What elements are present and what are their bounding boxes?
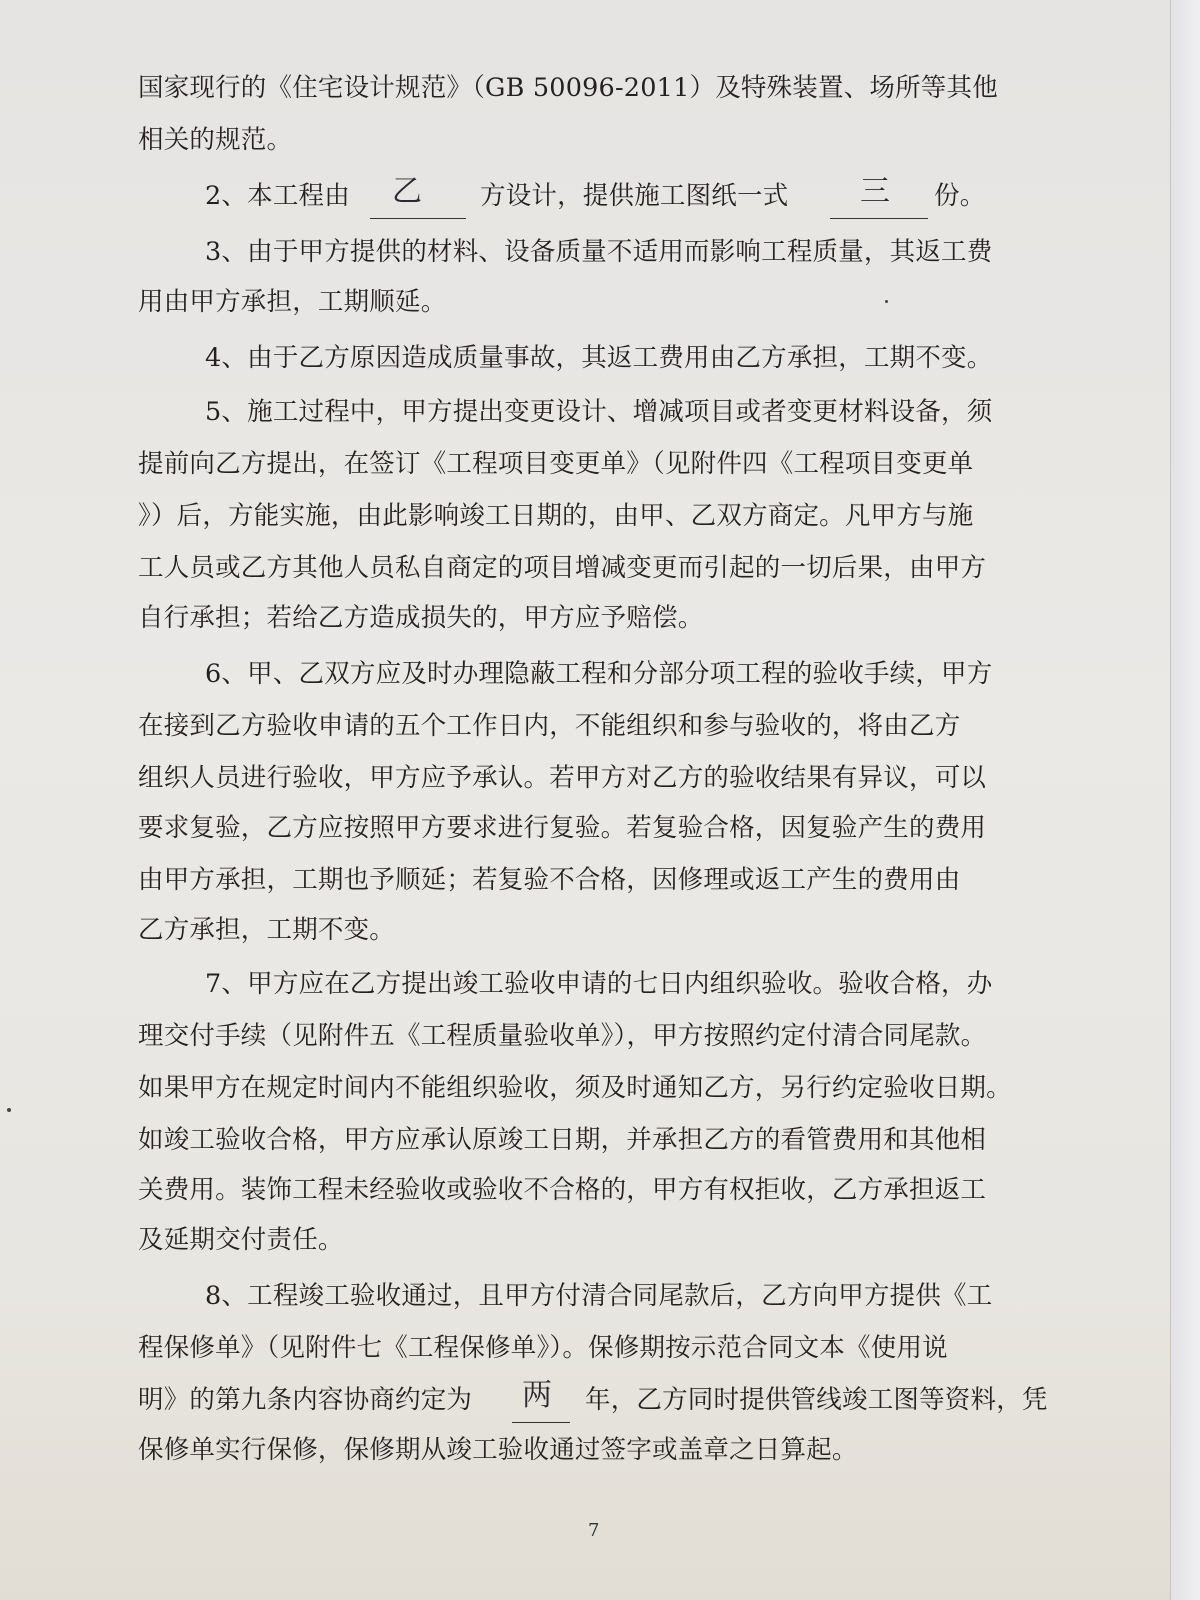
line-text: 自行承担；若给乙方造成损失的，甲方应予赔偿。 [138, 603, 704, 633]
line-text: 如果甲方在规定时间内不能组织验收，须及时通知乙方，另行约定验收日期。 [138, 1073, 1012, 1103]
text-line [0, 118, 1170, 162]
text-line [0, 390, 1170, 434]
clause-2-text-part3: 份。 [934, 181, 986, 211]
line-text: 程保修单》（见附件七《工程保修单》）。保修期按示范合同文本《使用说 [138, 1333, 948, 1363]
clause-8-text-part2: 年，乙方同时提供管线竣工图等资料，凭 [585, 1385, 1048, 1415]
line-text: 7、甲方应在乙方提出竣工验收申请的七日内组织验收。验收合格，办 [205, 969, 993, 999]
text-line [0, 1118, 1170, 1162]
text-line [0, 280, 1170, 324]
text-line [0, 704, 1170, 748]
paper-speck [885, 300, 888, 303]
line-text: 乙方承担，工期不变。 [138, 915, 396, 945]
text-line [0, 908, 1170, 952]
line-text: 8、工程竣工验收通过，且甲方付清合同尾款后，乙方向甲方提供《工 [205, 1281, 993, 1311]
clause-8-warranty-line [0, 1378, 1170, 1422]
line-text: 如竣工验收合格，甲方应承认原竣工日期，并承担乙方的看管费用和其他相 [138, 1125, 987, 1155]
text-line [0, 442, 1170, 486]
line-text: 及延期交付责任。 [138, 1225, 344, 1255]
handwritten-copies: 三 [860, 174, 891, 209]
handwritten-years: 两 [522, 1378, 553, 1413]
text-line [0, 756, 1170, 800]
text-line [0, 66, 1170, 110]
text-line [0, 806, 1170, 850]
clause-2-text-part1: 2、本工程由 [205, 181, 350, 211]
handwritten-party: 乙 [392, 174, 423, 209]
line-text: 国家现行的《住宅设计规范》（GB 50096-2011）及特殊装置、场所等其他 [138, 73, 998, 103]
line-text: 在接到乙方验收申请的五个工作日内，不能组织和参与验收的，将由乙方 [138, 711, 961, 741]
clause-8-text-part1: 明》的第九条内容协商约定为 [138, 1385, 473, 1415]
line-text: 》）后，方能实施，由此影响竣工日期的，由甲、乙双方商定。凡甲方与施 [138, 501, 974, 531]
text-line [0, 336, 1170, 380]
line-text: 相关的规范。 [138, 125, 293, 155]
line-text: 保修单实行保修，保修期从竣工验收通过签字或盖章之日算起。 [138, 1435, 858, 1465]
text-line [0, 1168, 1170, 1212]
text-line [0, 1014, 1170, 1058]
line-text: 用由甲方承担，工期顺延。 [138, 287, 447, 317]
text-line [0, 1066, 1170, 1110]
line-text: 由甲方承担，工期也予顺延；若复验不合格，因修理或返工产生的费用由 [138, 865, 961, 895]
line-text: 提前向乙方提出，在签订《工程项目变更单》（见附件四《工程项目变更单 [138, 449, 974, 479]
line-text: 要求复验，乙方应按照甲方要求进行复验。若复验合格，因复验产生的费用 [138, 813, 987, 843]
text-line [0, 1274, 1170, 1318]
text-line [0, 858, 1170, 902]
line-text: 5、施工过程中，甲方提出变更设计、增减项目或者变更材料设备，须 [205, 397, 993, 427]
line-text: 理交付手续（见附件五《工程质量验收单》），甲方按照约定付清合同尾款。 [138, 1021, 987, 1051]
text-line [0, 596, 1170, 640]
clause-2-line [0, 174, 1170, 218]
text-line [0, 494, 1170, 538]
text-line [0, 652, 1170, 696]
text-line [0, 230, 1170, 274]
line-text: 关费用。装饰工程未经验收或验收不合格的，甲方有权拒收，乙方承担返工 [138, 1175, 987, 1205]
line-text: 3、由于甲方提供的材料、设备质量不适用而影响工程质量，其返工费 [205, 237, 993, 267]
paper-speck [7, 1108, 11, 1112]
line-text: 4、由于乙方原因造成质量事故，其返工费用由乙方承担，工期不变。 [205, 343, 993, 373]
line-text: 6、甲、乙双方应及时办理隐蔽工程和分部分项工程的验收手续，甲方 [205, 659, 993, 689]
line-text: 组织人员进行验收，甲方应予承认。若甲方对乙方的验收结果有异议，可以 [138, 763, 987, 793]
text-line [0, 1428, 1170, 1472]
clause-2-text-part2: 方设计，提供施工图纸一式 [480, 181, 789, 211]
text-line [0, 1326, 1170, 1370]
text-line [0, 546, 1170, 590]
text-line [0, 1218, 1170, 1262]
line-text: 工人员或乙方其他人员私自商定的项目增减变更而引起的一切后果，由甲方 [138, 553, 987, 583]
text-line [0, 962, 1170, 1006]
page-number: 7 [588, 1520, 600, 1541]
